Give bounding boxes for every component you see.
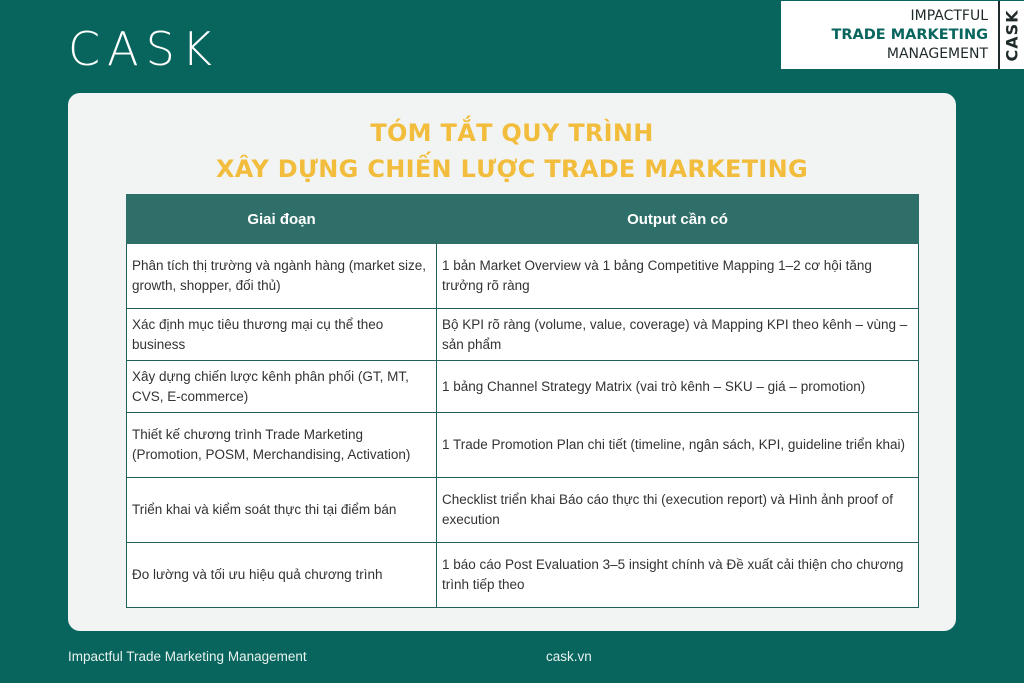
footer-website-link[interactable]: cask.vn: [546, 649, 592, 664]
table-row: [127, 244, 919, 309]
stage-cell: Triển khai và kiểm soát thực thi tại điểm bán: [127, 478, 437, 543]
badge-line-2: TRADE MARKETING: [831, 26, 988, 43]
badge-side-strip: [998, 1, 1024, 69]
output-cell: 1 bản Market Overview và 1 bảng Competitive Mapping 1–2 cơ hội tăng trưởng rõ ràng: [437, 244, 919, 309]
impactful-badge: [781, 1, 1024, 69]
output-cell: 1 Trade Promotion Plan chi tiết (timeline, ngân sách, KPI, guideline triển khai): [437, 413, 919, 478]
header-output: Output cần có: [437, 195, 919, 244]
stage-cell: Xác định mục tiêu thương mại cụ thể theo business: [127, 309, 437, 361]
header-stage: Giai đoạn: [127, 195, 437, 244]
table-row: [127, 309, 919, 361]
output-cell: 1 báo cáo Post Evaluation 3–5 insight chính và Đề xuất cải thiện cho chương trình tiếp theo: [437, 543, 919, 608]
badge-side-logo: CASK: [1002, 8, 1022, 62]
stage-cell: Xây dựng chiến lược kênh phân phối (GT, MT, CVS, E-commerce): [127, 361, 437, 413]
process-table: [126, 194, 919, 608]
content-card: [68, 93, 956, 631]
title-line-1: TÓM TẮT QUY TRÌNH: [370, 119, 654, 147]
output-cell: Checklist triển khai Báo cáo thực thi (execution report) và Hình ảnh proof of execution: [437, 478, 919, 543]
footer-tagline: Impactful Trade Marketing Management: [68, 649, 307, 664]
output-cell: 1 bảng Channel Strategy Matrix (vai trò kênh – SKU – giá – promotion): [437, 361, 919, 413]
stage-cell: Thiết kế chương trình Trade Marketing (Promotion, POSM, Merchandising, Activation): [127, 413, 437, 478]
badge-line-3: MANAGEMENT: [886, 45, 988, 62]
stage-cell: Phân tích thị trường và ngành hàng (market size, growth, shopper, đối thủ): [127, 244, 437, 309]
table-header-row: [127, 195, 919, 244]
table-row: [127, 413, 919, 478]
output-cell: Bộ KPI rõ ràng (volume, value, coverage) và Mapping KPI theo kênh – vùng – sản phẩm: [437, 309, 919, 361]
title-line-2: XÂY DỰNG CHIẾN LƯỢC TRADE MARKETING: [216, 155, 808, 183]
table-row: [127, 478, 919, 543]
table-row: [127, 361, 919, 413]
badge-line-1: IMPACTFUL: [910, 7, 988, 24]
stage-cell: Đo lường và tối ưu hiệu quả chương trình: [127, 543, 437, 608]
table-row: [127, 543, 919, 608]
cask-logo: CASK: [68, 22, 219, 76]
page-title: [68, 115, 956, 187]
